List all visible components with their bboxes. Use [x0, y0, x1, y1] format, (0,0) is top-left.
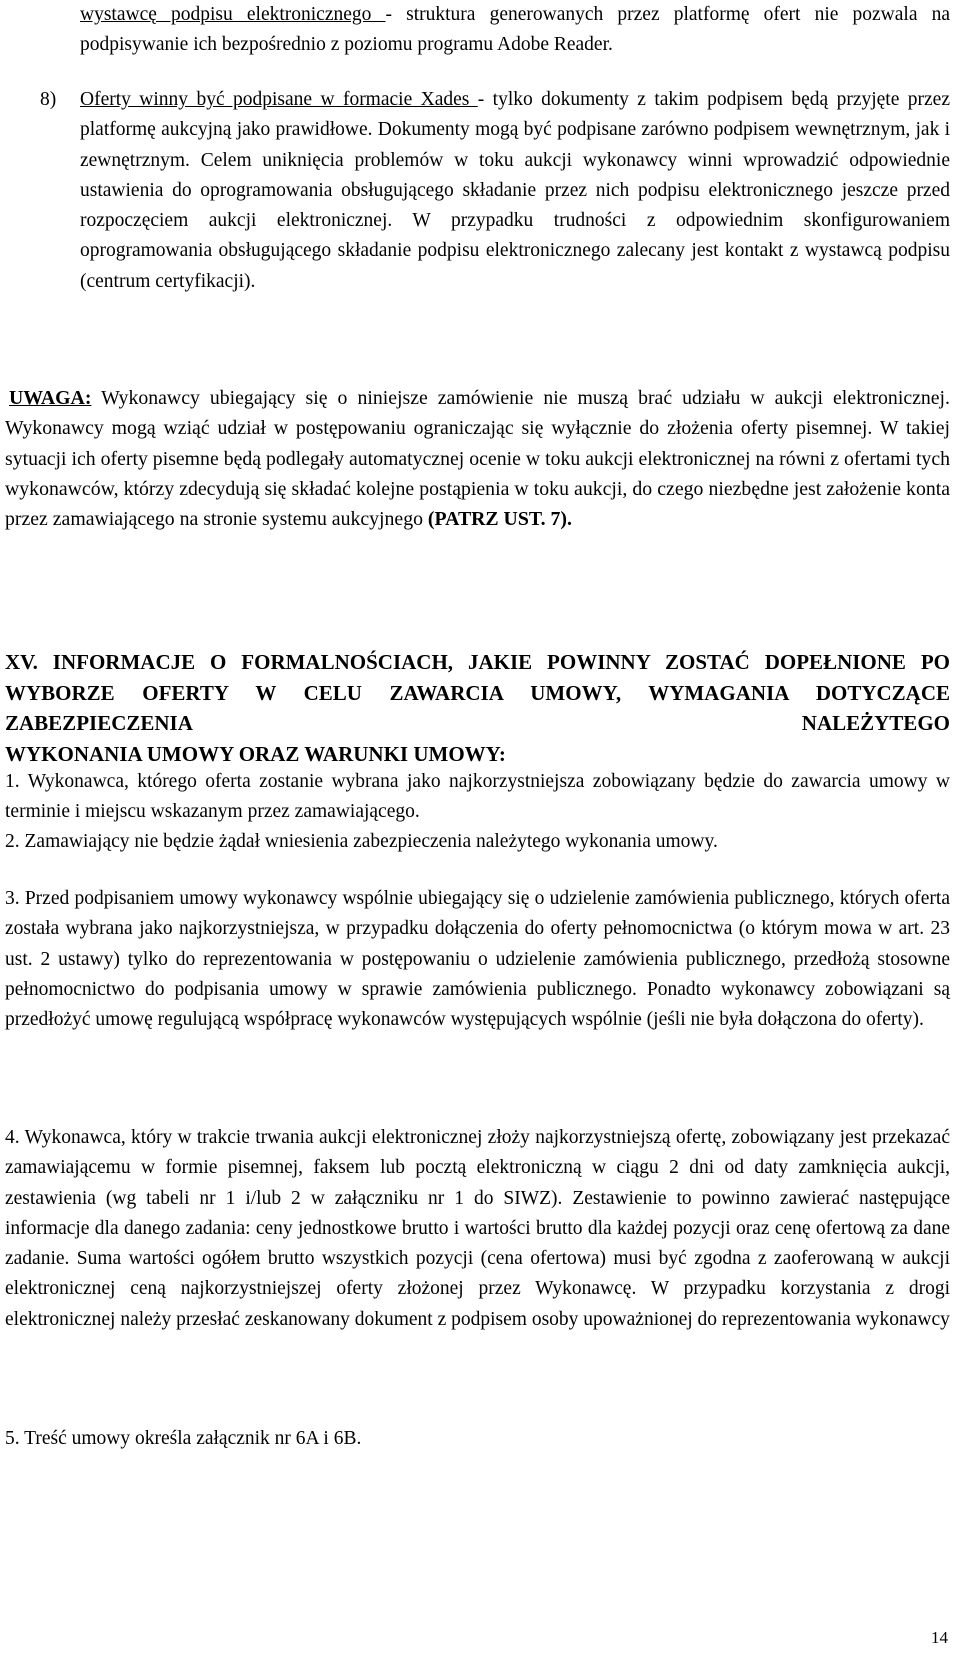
section-xv-heading	[5, 647, 950, 769]
section-xv-item-4: 4. Wykonawca, który w trakcie trwania aukcji elektronicznej złoży najkorzystniejszą ofertę, zobowiązany jest przekazać zamawiającemu w formie pisemnej, faksem lub pocztą elektroniczną w ciągu 2 dni od daty zamknięcia aukcji, zestawienia (wg tabeli nr 1 i/lub 2 w załączniku nr 1 do SIWZ). Zestawienie to powinno zawierać następujące informacje dla danego zadania: ceny jednostkowe brutto i wartości brutto dla każdej pozycji oraz cenę ofertową za dane zadanie. Suma wartości ogółem brutto wszystkich pozycji (cena ofertowa) musi być zgodna z zaoferowaną w aukcji elektronicznej ceną najkorzystniejszej oferty złożonej przez Wykonawcę. W przypadku korzystania z drogi elektronicznej należy przesłać zeskanowany dokument z podpisem osoby upoważnionej do reprezentowania wykonawcy	[5, 1127, 950, 1330]
point8-number: 8)	[40, 89, 57, 110]
uwaga-bold-end: (PATRZ UST. 7).	[427, 508, 572, 531]
section-xv-item-3: 3. Przed podpisaniem umowy wykonawcy wspólnie ubiegający się o udzielenie zamówienia publicznego, których oferta została wybrana jako najkorzystniejsza, w przypadku dołączenia do oferty pełnomocnictwa (o którym mowa w art. 23 ust. 2 ustawy) tylko do reprezentowania w postępowaniu o udzielenie zamówienia publicznego, przedłożą stosowne pełnomocnictwo do podpisania umowy w sprawie zamówienia publicznego. Ponadto wykonawcy zobowiązani są przedłożyć umowę regulującą współpracę wykonawców występujących wspólnie (jeśli nie była dołączona do oferty).	[5, 888, 950, 1031]
uwaga-label: UWAGA:	[9, 387, 92, 409]
section-xv-item-1: 1. Wykonawca, którego oferta zostanie wybrana jako najkorzystniejsza zobowiązany będzie do zawarcia umowy w terminie i miejscu wskazanym przez zamawiającego.	[5, 771, 950, 823]
section-xv-heading-main: XV. INFORMACJE O FORMALNOŚCIACH, JAKIE POWINNY ZOSTAĆ DOPEŁNIONE PO WYBORZE OFERTY W CELU ZAWARCIA UMOWY, WYMAGANIA DOTYCZĄCE ZABEZPIECZENIA NALEŻYTEGO	[5, 650, 950, 735]
section-xv-item-2: 2. Zamawiający nie będzie żądał wniesienia zabezpieczenia należytego wykonania umowy.	[5, 831, 718, 852]
uwaga-paragraph	[5, 383, 950, 534]
section-xv-item-5: 5. Treść umowy określa załącznik nr 6A i 6B.	[5, 1428, 362, 1449]
point8-paragraph	[80, 85, 950, 297]
point8-underlined: Oferty winny być podpisane w formacie Xades	[80, 89, 478, 110]
page-number: 14	[931, 1628, 948, 1647]
uwaga-text: Wykonawcy ubiegający się o niniejsze zamówienie nie muszą brać udziału w aukcji elektronicznej. Wykonawcy mogą wziąć udział w postępowaniu ograniczając się wyłącznie do złożenia oferty pisemnej. W takiej sytuacji ich oferty pisemne będą podlegały automatycznej ocenie w toku aukcji elektronicznej na równi z ofertami tych wykonawców, którzy zdecydują się składać kolejne postąpienia w toku aukcji, do czego niezbędne jest założenie konta przez zamawiającego na stronie systemu aukcyjnego	[5, 387, 950, 531]
point7-text: - struktura generowanych przez platformę ofert nie pozwala na podpisywanie ich bezpośrednio z poziomu programu Adobe Reader.	[80, 4, 950, 56]
point7-continuation	[80, 0, 950, 61]
section-xv-heading-last: WYKONANIA UMOWY ORAZ WARUNKI UMOWY:	[5, 741, 506, 766]
point8-text: - tylko dokumenty z takim podpisem będą przyjęte przez platformę aukcyjną jako prawidłowe. Dokumenty mogą być podpisane zarówno podpisem wewnętrznym, jak i zewnętrznym. Celem uniknięcia problemów w toku aukcji wykonawcy winni wprowadzić odpowiednie ustawienia do oprogramowania obsługującego składanie przez nich podpisu elektronicznego jeszcze przed rozpoczęciem aukcji elektronicznej. W przypadku trudności z odpowiednim skonfigurowaniem oprogramowania obsługującego składanie podpisu elektronicznego zalecany jest kontakt z wystawcą podpisu (centrum certyfikacji).	[80, 89, 950, 292]
signature-issuer-underlined: wystawcę podpisu elektronicznego	[80, 4, 386, 25]
